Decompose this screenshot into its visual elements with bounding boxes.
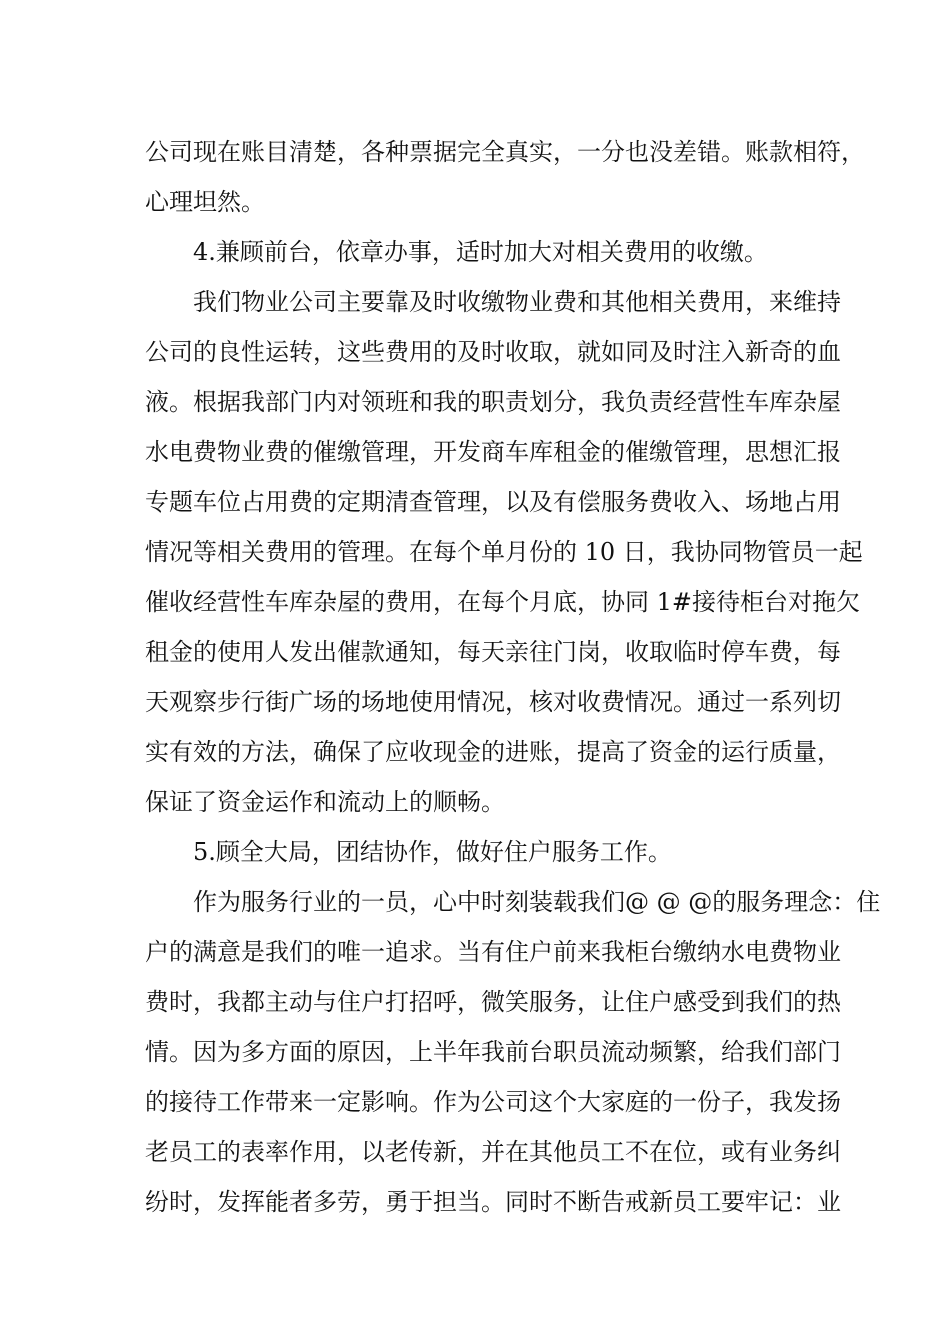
section-heading-4: 4.兼顾前台，依章办事，适时加大对相关费用的收缴。 bbox=[193, 238, 768, 266]
text-line-6: 液。根据我部门内对领班和我的职责划分，我负责经营性车库杂屋 bbox=[145, 388, 841, 416]
text-line-19: 情。因为多方面的原因，上半年我前台职员流动频繁，给我们部门 bbox=[145, 1038, 841, 1066]
text-line-18: 费时，我都主动与住户打招呼，微笑服务，让住户感受到我们的热 bbox=[145, 988, 841, 1016]
text-line-20: 的接待工作带来一定影响。作为公司这个大家庭的一份子，我发扬 bbox=[145, 1088, 841, 1116]
text-line-11: 租金的使用人发出催款通知，每天亲往门岗，收取临时停车费，每 bbox=[145, 638, 841, 666]
text-line-16: 作为服务行业的一员，心中时刻装载我们@ @ @的服务理念：住 bbox=[193, 888, 881, 916]
text-line-14: 保证了资金运作和流动上的顺畅。 bbox=[145, 788, 505, 816]
text-line-8: 专题车位占用费的定期清查管理，以及有偿服务费收入、场地占用 bbox=[145, 488, 841, 516]
text-line-17: 户的满意是我们的唯一追求。当有住户前来我柜台缴纳水电费物业 bbox=[145, 938, 841, 966]
section-heading-5: 5.顾全大局，团结协作，做好住户服务工作。 bbox=[193, 838, 672, 866]
text-line-5: 公司的良性运转，这些费用的及时收取，就如同及时注入新奇的血 bbox=[145, 338, 841, 366]
text-line-12: 天观察步行街广场的场地使用情况，核对收费情况。通过一系列切 bbox=[145, 688, 841, 716]
text-line-2: 心理坦然。 bbox=[145, 188, 265, 216]
text-line-1: 公司现在账目清楚，各种票据完全真实，一分也没差错。账款相符， bbox=[145, 138, 865, 166]
text-line-21: 老员工的表率作用，以老传新，并在其他员工不在位，或有业务纠 bbox=[145, 1138, 841, 1166]
text-line-22: 纷时，发挥能者多劳，勇于担当。同时不断告戒新员工要牢记：业 bbox=[145, 1188, 841, 1216]
text-line-13: 实有效的方法，确保了应收现金的进账，提高了资金的运行质量， bbox=[145, 738, 841, 766]
text-line-10: 催收经营性车库杂屋的费用，在每个月底，协同 1#接待柜台对拖欠 bbox=[145, 588, 861, 616]
text-line-7: 水电费物业费的催缴管理，开发商车库租金的催缴管理，思想汇报 bbox=[145, 438, 841, 466]
text-line-4: 我们物业公司主要靠及时收缴物业费和其他相关费用，来维持 bbox=[193, 288, 841, 316]
text-line-9: 情况等相关费用的管理。在每个单月份的 10 日，我协同物管员一起 bbox=[145, 538, 863, 566]
